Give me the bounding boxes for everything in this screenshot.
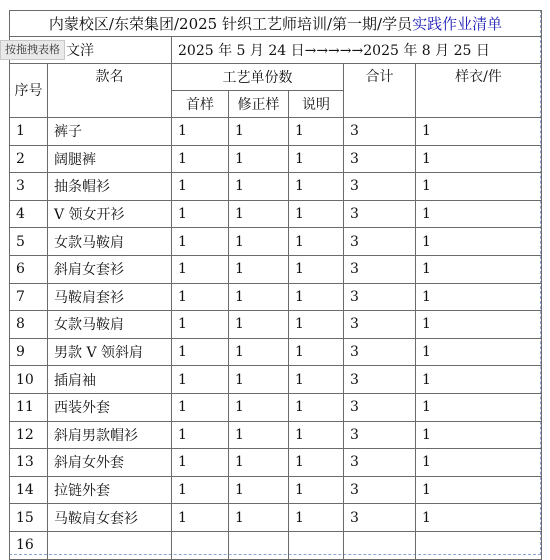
row-number-cell: 8 xyxy=(10,311,48,339)
revised-sample-count-cell: 1 xyxy=(229,145,289,173)
style-name-cell: 斜肩女套衫 xyxy=(48,255,172,283)
training-period: 2025 年 5 月 24 日→→→→→2025 年 8 月 25 日 xyxy=(172,37,542,64)
total-count-cell: 3 xyxy=(344,449,416,477)
table-row xyxy=(10,283,542,311)
first-sample-count-cell: 1 xyxy=(172,228,229,256)
table-row xyxy=(10,228,542,256)
table-row xyxy=(10,476,542,504)
explanation-count-cell: 1 xyxy=(289,504,344,532)
revised-sample-count-cell: 1 xyxy=(229,255,289,283)
drag-table-tooltip[interactable]: 按拖拽表格 xyxy=(0,40,65,60)
first-sample-count-cell: 1 xyxy=(172,504,229,532)
explanation-count-cell: 1 xyxy=(289,283,344,311)
total-count-cell: 3 xyxy=(344,311,416,339)
table-row xyxy=(10,173,542,201)
sample-garment-count-cell: 1 xyxy=(416,338,542,366)
row-number-cell: 7 xyxy=(10,283,48,311)
first-sample-count-cell: 1 xyxy=(172,200,229,228)
row-number-cell: 13 xyxy=(10,449,48,477)
title-prefix: 内蒙校区/东荣集团/2025 针织工艺师培训/第一期/学员 xyxy=(48,15,413,33)
header-process-count: 工艺单份数 xyxy=(172,64,344,91)
explanation-count-cell: 1 xyxy=(289,200,344,228)
style-name-cell: 女款马鞍肩 xyxy=(48,228,172,256)
row-number-cell: 6 xyxy=(10,255,48,283)
first-sample-count-cell: 1 xyxy=(172,338,229,366)
student-name: 文洋 xyxy=(10,37,172,64)
table-row xyxy=(10,531,542,559)
revised-sample-count-cell: 1 xyxy=(229,421,289,449)
style-name-cell xyxy=(48,531,172,559)
style-name-cell: V 领女开衫 xyxy=(48,200,172,228)
sample-garment-count-cell: 1 xyxy=(416,200,542,228)
first-sample-count-cell: 1 xyxy=(172,311,229,339)
sample-garment-count-cell: 1 xyxy=(416,504,542,532)
table-row xyxy=(10,421,542,449)
revised-sample-count-cell: 1 xyxy=(229,200,289,228)
style-name-cell: 拉链外套 xyxy=(48,476,172,504)
table-row xyxy=(10,118,542,146)
table-row xyxy=(10,338,542,366)
sample-garment-count-cell: 1 xyxy=(416,421,542,449)
total-count-cell: 3 xyxy=(344,421,416,449)
total-count-cell: 3 xyxy=(344,145,416,173)
sample-garment-count-cell: 1 xyxy=(416,228,542,256)
explanation-count-cell xyxy=(289,531,344,559)
title-row xyxy=(10,11,542,37)
revised-sample-count-cell: 1 xyxy=(229,366,289,394)
header-total: 合计 xyxy=(344,64,416,118)
sample-garment-count-cell: 1 xyxy=(416,449,542,477)
total-count-cell: 3 xyxy=(344,255,416,283)
table-row xyxy=(10,393,542,421)
style-name-cell: 斜肩女外套 xyxy=(48,449,172,477)
explanation-count-cell: 1 xyxy=(289,476,344,504)
table-row xyxy=(10,449,542,477)
first-sample-count-cell: 1 xyxy=(172,283,229,311)
student-row xyxy=(10,37,542,64)
table-row xyxy=(10,145,542,173)
explanation-count-cell: 1 xyxy=(289,255,344,283)
first-sample-count-cell: 1 xyxy=(172,393,229,421)
first-sample-count-cell: 1 xyxy=(172,476,229,504)
total-count-cell: 3 xyxy=(344,283,416,311)
sample-garment-count-cell: 1 xyxy=(416,283,542,311)
header-first-sample: 首样 xyxy=(172,91,229,118)
sample-garment-count-cell: 1 xyxy=(416,173,542,201)
header-style-name: 款名 xyxy=(48,64,172,118)
first-sample-count-cell: 1 xyxy=(172,449,229,477)
revised-sample-count-cell xyxy=(229,531,289,559)
style-name-cell: 女款马鞍肩 xyxy=(48,311,172,339)
style-name-cell: 男款 V 领斜肩 xyxy=(48,338,172,366)
total-count-cell: 3 xyxy=(344,200,416,228)
revised-sample-count-cell: 1 xyxy=(229,118,289,146)
revised-sample-count-cell: 1 xyxy=(229,228,289,256)
total-count-cell: 3 xyxy=(344,366,416,394)
total-count-cell: 3 xyxy=(344,173,416,201)
header-explanation: 说明 xyxy=(289,91,344,118)
revised-sample-count-cell: 1 xyxy=(229,338,289,366)
table-title xyxy=(10,11,542,37)
row-number-cell: 3 xyxy=(10,173,48,201)
revised-sample-count-cell: 1 xyxy=(229,476,289,504)
sample-garment-count-cell: 1 xyxy=(416,255,542,283)
header-seq: 序号 xyxy=(10,64,48,118)
row-number-cell: 16 xyxy=(10,531,48,559)
table-row xyxy=(10,311,542,339)
row-number-cell: 12 xyxy=(10,421,48,449)
sample-garment-count-cell: 1 xyxy=(416,311,542,339)
sample-garment-count-cell: 1 xyxy=(416,366,542,394)
style-name-cell: 裤子 xyxy=(48,118,172,146)
table-row xyxy=(10,255,542,283)
sample-garment-count-cell: 1 xyxy=(416,118,542,146)
style-name-cell: 马鞍肩套衫 xyxy=(48,283,172,311)
row-number-cell: 9 xyxy=(10,338,48,366)
row-number-cell: 15 xyxy=(10,504,48,532)
explanation-count-cell: 1 xyxy=(289,366,344,394)
style-name-cell: 西装外套 xyxy=(48,393,172,421)
total-count-cell xyxy=(344,531,416,559)
row-number-cell: 2 xyxy=(10,145,48,173)
header-row xyxy=(10,64,542,91)
explanation-count-cell: 1 xyxy=(289,118,344,146)
style-name-cell: 阔腿裤 xyxy=(48,145,172,173)
total-count-cell: 3 xyxy=(344,118,416,146)
sample-garment-count-cell: 1 xyxy=(416,476,542,504)
total-count-cell: 3 xyxy=(344,504,416,532)
sample-garment-count-cell xyxy=(416,531,542,559)
row-number-cell: 10 xyxy=(10,366,48,394)
first-sample-count-cell: 1 xyxy=(172,173,229,201)
style-name-cell: 斜肩男款帽衫 xyxy=(48,421,172,449)
revised-sample-count-cell: 1 xyxy=(229,173,289,201)
first-sample-count-cell: 1 xyxy=(172,421,229,449)
style-name-cell: 马鞍肩女套衫 xyxy=(48,504,172,532)
total-count-cell: 3 xyxy=(344,476,416,504)
first-sample-count-cell: 1 xyxy=(172,118,229,146)
sample-garment-count-cell: 1 xyxy=(416,393,542,421)
revised-sample-count-cell: 1 xyxy=(229,393,289,421)
explanation-count-cell: 1 xyxy=(289,173,344,201)
revised-sample-count-cell: 1 xyxy=(229,449,289,477)
row-number-cell: 5 xyxy=(10,228,48,256)
table-row xyxy=(10,200,542,228)
row-number-cell: 1 xyxy=(10,118,48,146)
revised-sample-count-cell: 1 xyxy=(229,504,289,532)
assignment-table xyxy=(9,10,542,560)
explanation-count-cell: 1 xyxy=(289,393,344,421)
table-row xyxy=(10,504,542,532)
explanation-count-cell: 1 xyxy=(289,449,344,477)
header-sample-garment: 样衣/件 xyxy=(416,64,542,118)
explanation-count-cell: 1 xyxy=(289,338,344,366)
style-name-cell: 插肩袖 xyxy=(48,366,172,394)
explanation-count-cell: 1 xyxy=(289,421,344,449)
header-revised-sample: 修正样 xyxy=(229,91,289,118)
row-number-cell: 14 xyxy=(10,476,48,504)
total-count-cell: 3 xyxy=(344,393,416,421)
first-sample-count-cell: 1 xyxy=(172,366,229,394)
row-number-cell: 4 xyxy=(10,200,48,228)
first-sample-count-cell: 1 xyxy=(172,255,229,283)
explanation-count-cell: 1 xyxy=(289,228,344,256)
first-sample-count-cell: 1 xyxy=(172,145,229,173)
row-number-cell: 11 xyxy=(10,393,48,421)
explanation-count-cell: 1 xyxy=(289,311,344,339)
sample-garment-count-cell: 1 xyxy=(416,145,542,173)
style-name-cell: 抽条帽衫 xyxy=(48,173,172,201)
revised-sample-count-cell: 1 xyxy=(229,311,289,339)
table-row xyxy=(10,366,542,394)
first-sample-count-cell xyxy=(172,531,229,559)
total-count-cell: 3 xyxy=(344,228,416,256)
revised-sample-count-cell: 1 xyxy=(229,283,289,311)
total-count-cell: 3 xyxy=(344,338,416,366)
title-accent: 实践作业清单 xyxy=(412,15,503,33)
explanation-count-cell: 1 xyxy=(289,145,344,173)
